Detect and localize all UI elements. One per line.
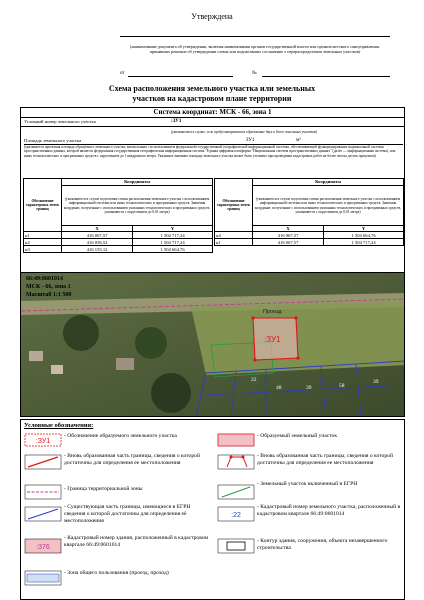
number-label: №	[252, 71, 257, 76]
point-x: 416 155,12	[62, 246, 133, 253]
approve-line	[120, 36, 390, 37]
document-title-line1: Схема расположения земельного участка или земельных	[108, 84, 316, 93]
table-row	[24, 239, 213, 246]
point-y: 1 504 664,76	[324, 232, 404, 239]
area-value: ЗУ1	[246, 138, 255, 143]
point-y: 1 504 717,24	[133, 239, 213, 246]
coordinates-table-right	[214, 178, 404, 246]
legend-text: - Кадастровый номер земельного участка, расположенный в кадастровом квартале 66:49:0601014	[257, 504, 401, 517]
document-title-line2: участков на кадастровом плане территории	[132, 94, 292, 104]
quarter-number: 66:49:0601014	[26, 276, 63, 282]
y-header: Y	[324, 226, 404, 232]
field-area	[191, 301, 405, 375]
coordinate-system: МСК - 66, зона 1	[26, 283, 71, 290]
point-column-header: Обозначение характерных точек границ	[215, 179, 253, 232]
road-label: Проезд	[263, 309, 282, 315]
conditional-number-value: :ЗУ1	[171, 119, 182, 124]
conditional-number-row	[21, 118, 404, 127]
point-column-header: Обозначение характерных точек границ	[24, 179, 62, 232]
building-shape	[116, 358, 134, 370]
legend-text: - Обозначение образуемого земельного участка	[64, 433, 177, 439]
conditional-number-label: Условный номер земельного участка	[24, 119, 96, 124]
point-x: 416 067,57	[253, 239, 324, 246]
coordinate-system-title: Система координат: МСК - 66, зона 1	[21, 108, 404, 118]
area-unit: м²	[296, 138, 301, 143]
legend-symbol-public-zone	[24, 570, 62, 586]
approve-note: (наименование документа об утверждении, включая наименования органов государственной власти или органов местного самоуправления, принявших решение об утверждении схемы или подписавших соглашение о перераспределении земельных участков)	[130, 44, 380, 55]
legend-symbol-egrn-parcel	[217, 484, 255, 500]
coordinates-table-left	[23, 178, 213, 253]
area-label: Площадь земельного участка	[24, 138, 82, 143]
boundary-point	[251, 316, 254, 319]
tree-shape	[151, 373, 191, 413]
map-scale: Масштаб 1:1 500	[26, 291, 72, 298]
parcel-number: 39	[306, 385, 312, 391]
legend-symbol-new-boundary-points	[217, 454, 255, 470]
x-header: X	[62, 226, 133, 232]
date-line	[128, 76, 233, 77]
boundary-point	[296, 356, 299, 359]
document-title	[20, 84, 404, 105]
legend-symbol-text: :ЗУ1	[35, 438, 51, 445]
point-x: 416 067,57	[253, 232, 324, 239]
x-header: X	[253, 226, 324, 232]
legend-text: - Земельный участок включенный в ЕГРН	[257, 481, 358, 487]
legend-text: - Зона общего пользования (проезд, проход)	[64, 570, 169, 576]
coordinates-block	[20, 107, 405, 289]
approved-label: Утверждена	[191, 12, 233, 21]
map-info	[26, 276, 71, 299]
legend-symbol-zu-label	[24, 432, 62, 448]
parcel-number: 58	[339, 383, 345, 389]
coordinates-description: (указываются в случае подготовки схемы расположения земельного участка с использованием информационной системы или иных технологических и программных средств. Значения координат, полученные с использованием указанных технологических и программных средств, указываются с округлением до 0,01 метра)	[62, 186, 213, 226]
legend-text: - Существующая часть границы, имеющиеся в ЕГРН сведения о которой достаточны для определения её местоположения	[64, 504, 191, 524]
tree-shape	[63, 315, 99, 351]
point-x: 416 056,52	[62, 239, 133, 246]
point-id: н1	[24, 232, 62, 239]
legend-symbol-existing-boundary	[24, 506, 62, 522]
building-shape	[29, 351, 43, 361]
point-id: н4	[215, 232, 253, 239]
boundary-point	[294, 316, 297, 319]
legend-symbol-formed-parcel	[217, 432, 255, 448]
point-y: 1 504 717,24	[133, 232, 213, 239]
legend-symbol-text: :22	[231, 512, 241, 519]
legend-text: - Контур здания, сооружения, объекта незавершенного строительства	[257, 538, 388, 551]
legend-symbol-new-boundary	[24, 454, 62, 470]
point-id: н3	[24, 246, 62, 253]
table-row	[24, 246, 213, 253]
area-note: (указывается проектная площадь образуемого земельного участка, вычисленная с использованием федеральной государственной географической информационной системы, обеспечивающей функционирование национальной системы пространственных данных, которой является федеральная государственная географическая информационная система "Единая цифровая платформа "Национальная система пространственных данных" (далее — информационная система), или иных технологических и программных средств с округлением до 1 квадратного метра. Указанное значение площади земельного участка может быть уточнено при проведении кадастровых работ не более чем на десять процентов)	[24, 145, 396, 158]
legend-symbol-zone-boundary	[24, 484, 62, 500]
parcel-number: 22	[251, 377, 257, 383]
map-image	[21, 273, 405, 417]
conditional-number-note: (указывается в случае, если предусматривается образование двух и более земельных участков)	[171, 130, 318, 134]
from-label: от	[120, 71, 125, 76]
parcel-number: 39	[373, 379, 379, 385]
legend-text: - Образуемый земельный участок	[257, 433, 338, 439]
legend-symbol-text: :376	[36, 544, 50, 551]
point-id: н1	[215, 239, 253, 246]
number-line	[262, 76, 390, 77]
coordinates-description: (указываются в случае подготовки схемы расположения земельного участка с использованием информационной системы или иных технологических и программных средств. Значения координат, полученные с использованием указанных технологических и программных средств, указываются с округлением до 0,01 метра)	[253, 186, 404, 226]
parcel-number: 48	[276, 385, 282, 391]
point-id: н2	[24, 239, 62, 246]
cadastral-map	[20, 272, 405, 417]
legend-symbol-building-number	[24, 538, 62, 554]
boundary-point	[253, 358, 256, 361]
table-row	[215, 239, 404, 246]
legend	[20, 419, 405, 600]
y-header: Y	[133, 226, 213, 232]
legend-text: - Граница территориальной зоны	[64, 486, 143, 492]
legend-text: - Вновь образованная часть границы, сведения о которой достаточны для определения ее местоположения	[257, 453, 393, 466]
coordinates-header: Координаты	[253, 179, 404, 186]
legend-title: Условные обозначения:	[24, 422, 94, 429]
coordinates-header: Координаты	[62, 179, 213, 186]
legend-symbol-building-contour	[217, 538, 255, 554]
point-y: 1 504 717,24	[324, 239, 404, 246]
building-shape	[51, 365, 63, 374]
point-x: 416 067,57	[62, 232, 133, 239]
table-row	[215, 232, 404, 239]
formed-parcel-label: :ЗУ1	[264, 335, 281, 344]
point-y: 1 504 664,76	[133, 246, 213, 253]
legend-text: - Кадастровый номер здания, расположенный в кадастровом квартале 66:49:0601014	[64, 535, 209, 548]
tree-shape	[135, 327, 167, 359]
legend-symbol-parcel-number	[217, 506, 255, 522]
table-row	[24, 232, 213, 239]
legend-text: - Вновь образованная часть границы, сведения о которой достаточны для определения ее местоположения	[64, 453, 200, 466]
